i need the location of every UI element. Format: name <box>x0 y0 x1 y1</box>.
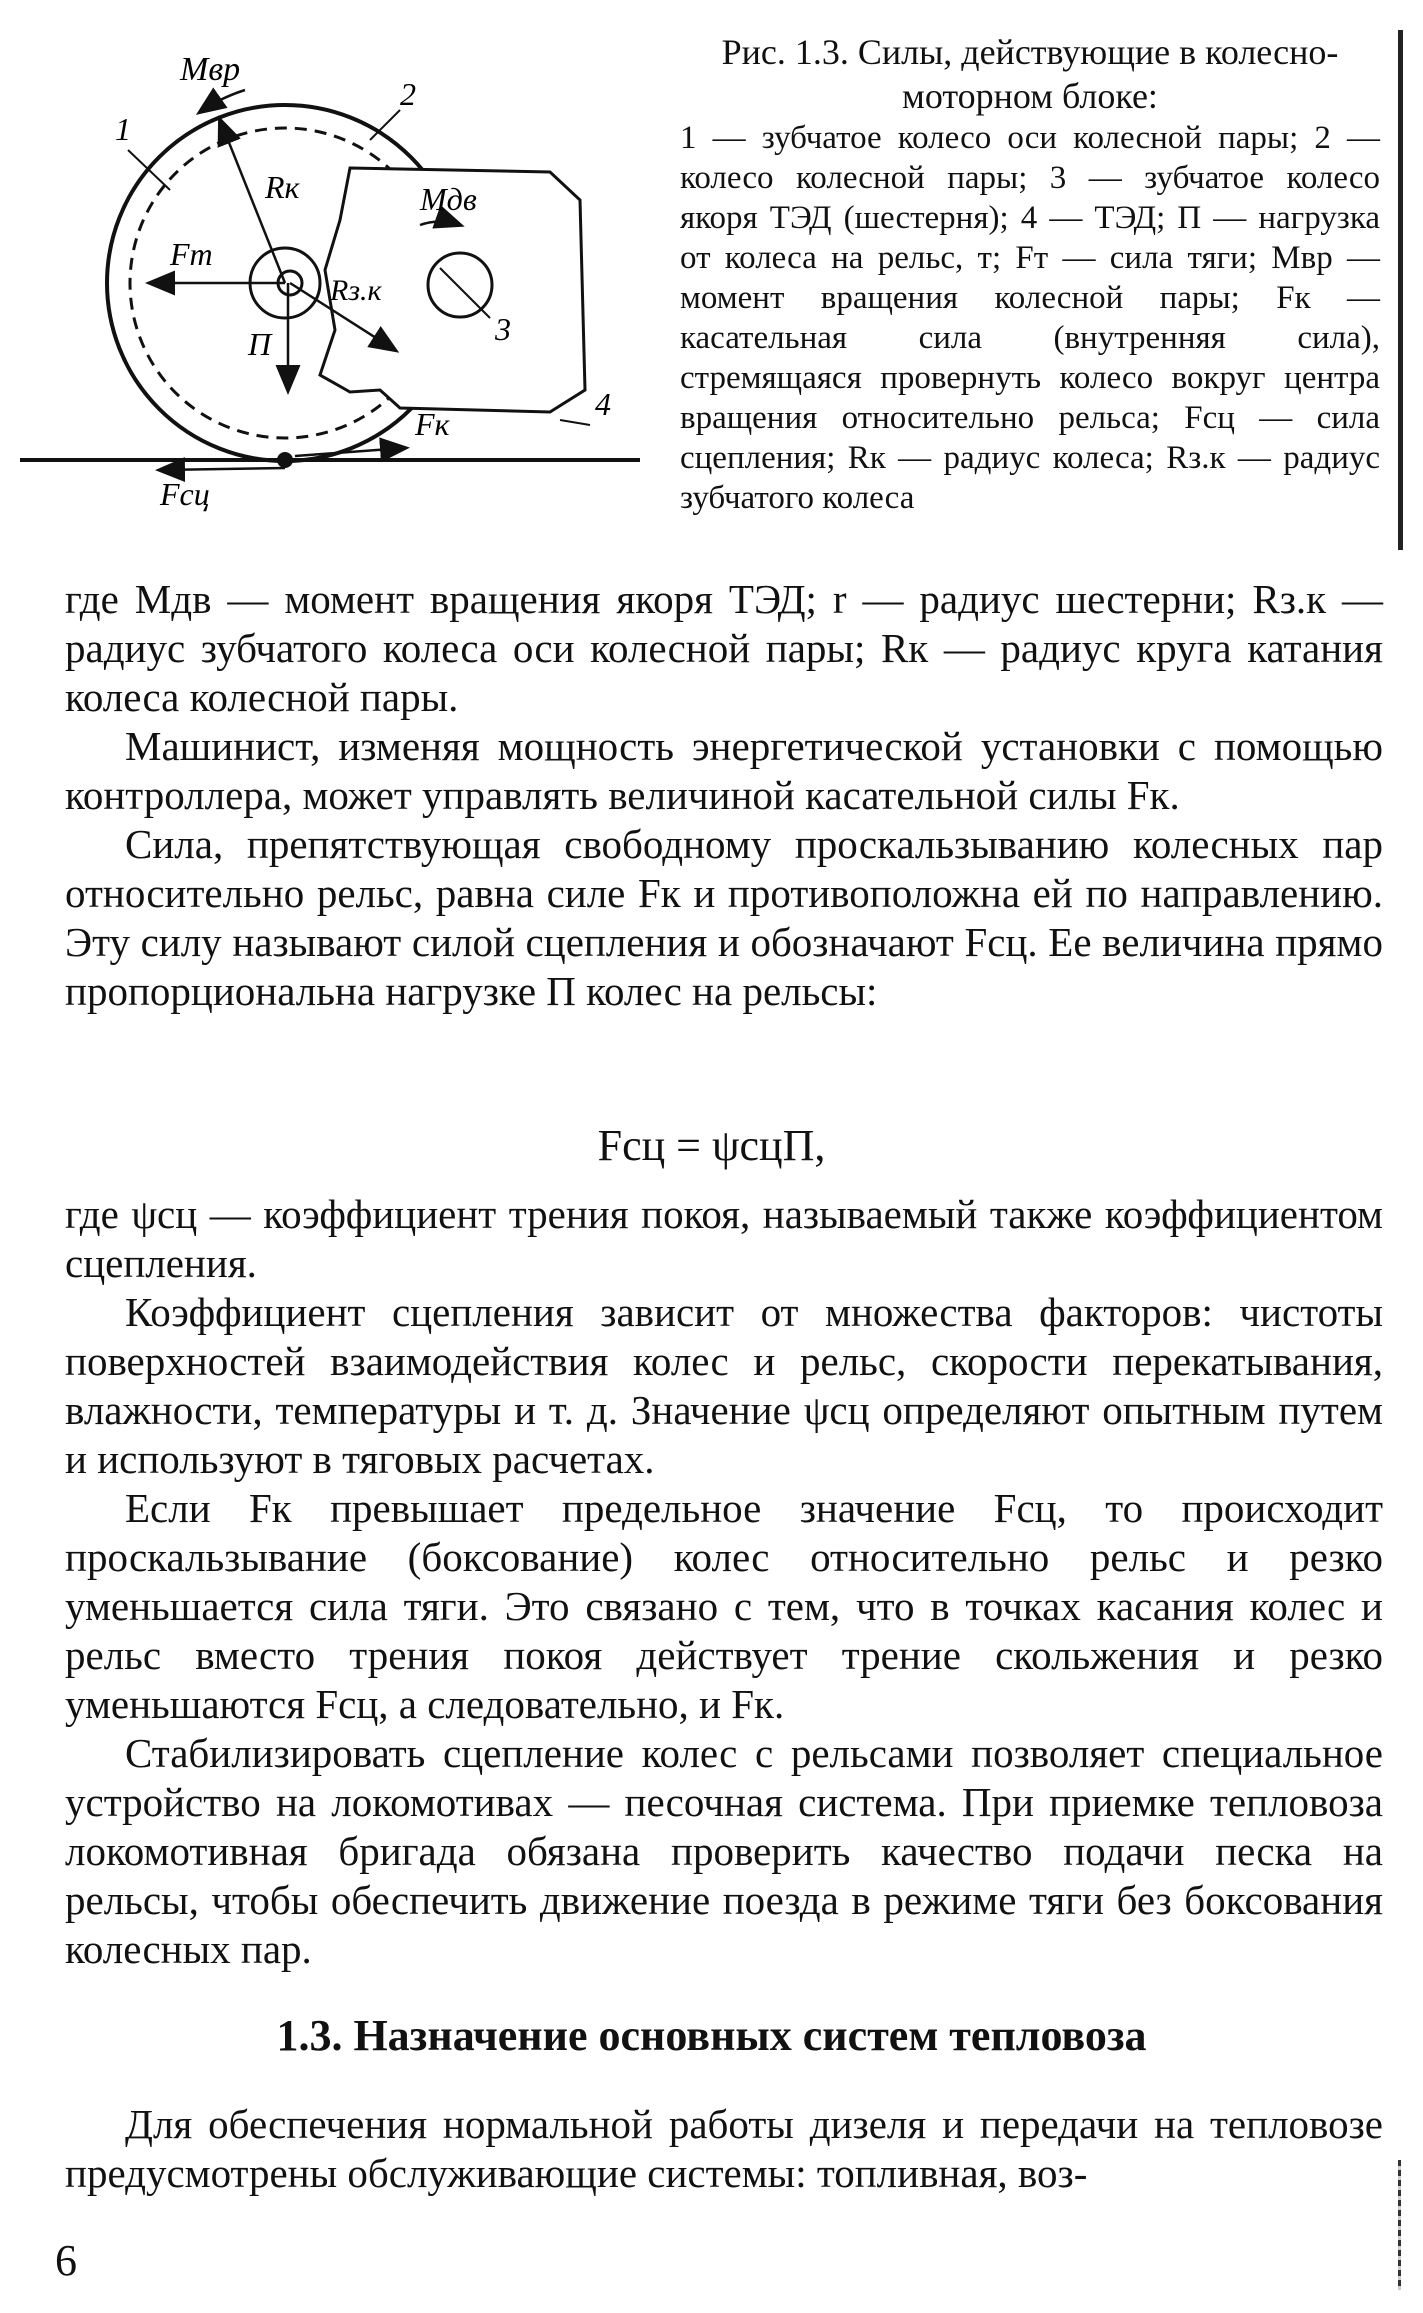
figure-caption-body: 1 — зубчатое колесо оси колесной пары; 2 — колесо колесной пары; 3 — зубчатое колесо якоря ТЭД (шестерня); 4 — ТЭД; П — нагрузка от колеса на рельс, т; Fт — сила тяги; Мвр — момент вращения колесной пары; Fк — касательная сила (внутренняя сила), стремящаяся провернуть колесо вокруг центра вращения относительно рельса; Fсц — сила сцепления; Rк — радиус колеса; Rз.к — радиус зубчатого колеса <box>680 120 1380 516</box>
formula: Fсц = ψсцП, <box>597 1121 826 1170</box>
wheel-motor-diagram <box>20 20 660 540</box>
figure-caption-title: Рис. 1.3. Силы, действующие в колесно-моторном блоке: <box>721 32 1339 116</box>
page-edge-mark <box>1398 2160 1401 2290</box>
label-m-dv: Мдв <box>420 181 477 217</box>
label-r-zk: Rз.к <box>330 274 382 307</box>
paragraph: где Мдв — момент вращения якоря ТЭД; r — радиус шестерни; Rз.к — радиус зубчатого колеса оси колесной пары; Rк — радиус круга катания колеса колесной пары. <box>65 576 1383 720</box>
label-2: 2 <box>400 76 416 112</box>
paragraph: Сила, препятствующая свободному проскальзыванию колесных пар относительно рельс, равна силе Fк и противоположна ей по направлению. Эту силу называют силой сцепления и обозначают Fсц. Ее величина прямо пропорциональна нагрузке П колес на рельсы: <box>65 821 1383 1014</box>
contact-point <box>277 452 293 468</box>
paragraph: Стабилизировать сцепление колес с рельсами позволяет специальное устройство на локомотивах — песочная система. При приемке тепловоза локомотивная бригада обязана проверить качество подачи песка на рельсы, чтобы обеспечить движение поезда в режиме тяги без боксования колесных пар. <box>65 1730 1383 1972</box>
section-heading: 1.3. Назначение основных систем тепловоза <box>276 2011 1147 2060</box>
page-edge-mark <box>1398 30 1403 550</box>
label-p: П <box>248 326 272 362</box>
body-text-upper <box>65 575 1383 1016</box>
body-text-lower <box>65 1190 1383 1974</box>
paragraph: Если Fк превышает предельное значение Fсц, то происходит проскальзывание (боксование) колес относительно рельс и резко уменьшается сила тяги. Это связано с тем, что в точках касания колес и рельс вместо трения покоя действует трение скольжения и резко уменьшаются Fсц, а следовательно, и Fк. <box>65 1485 1383 1727</box>
paragraph: Машинист, изменяя мощность энергетической установки с помощью контроллера, может управлять величиной касательной силы Fк. <box>65 723 1383 818</box>
label-f-k: Fк <box>415 406 450 442</box>
label-f-t: Fт <box>170 236 213 272</box>
label-f-sc: Fсц <box>160 476 210 512</box>
label-r-k: Rк <box>265 169 300 205</box>
page-number: 6 <box>55 2236 77 2285</box>
label-4: 4 <box>595 386 611 422</box>
paragraph: Коэффициент сцепления зависит от множества факторов: чистоты поверхностей взаимодействия колес и рельс, скорости перекатывания, влажности, температуры и т. д. Значение ψсц определяют опытным путем и используют в тяговых расчетах. <box>65 1289 1383 1482</box>
m-vr-arrow <box>200 90 245 112</box>
label-3: 3 <box>495 311 511 347</box>
figure-caption <box>680 30 1380 518</box>
adhesion-force-arrow <box>160 468 285 470</box>
body-text-section <box>65 2100 1383 2198</box>
label-m-vr: Мвр <box>180 51 241 88</box>
paragraph: где ψсц — коэффициент трения покоя, называемый также коэффициентом сцепления. <box>65 1191 1383 1286</box>
paragraph: Для обеспечения нормальной работы дизеля и передачи на тепловозе предусмотрены обслуживающие системы: топливная, воз- <box>65 2101 1383 2196</box>
label-1: 1 <box>115 111 131 147</box>
